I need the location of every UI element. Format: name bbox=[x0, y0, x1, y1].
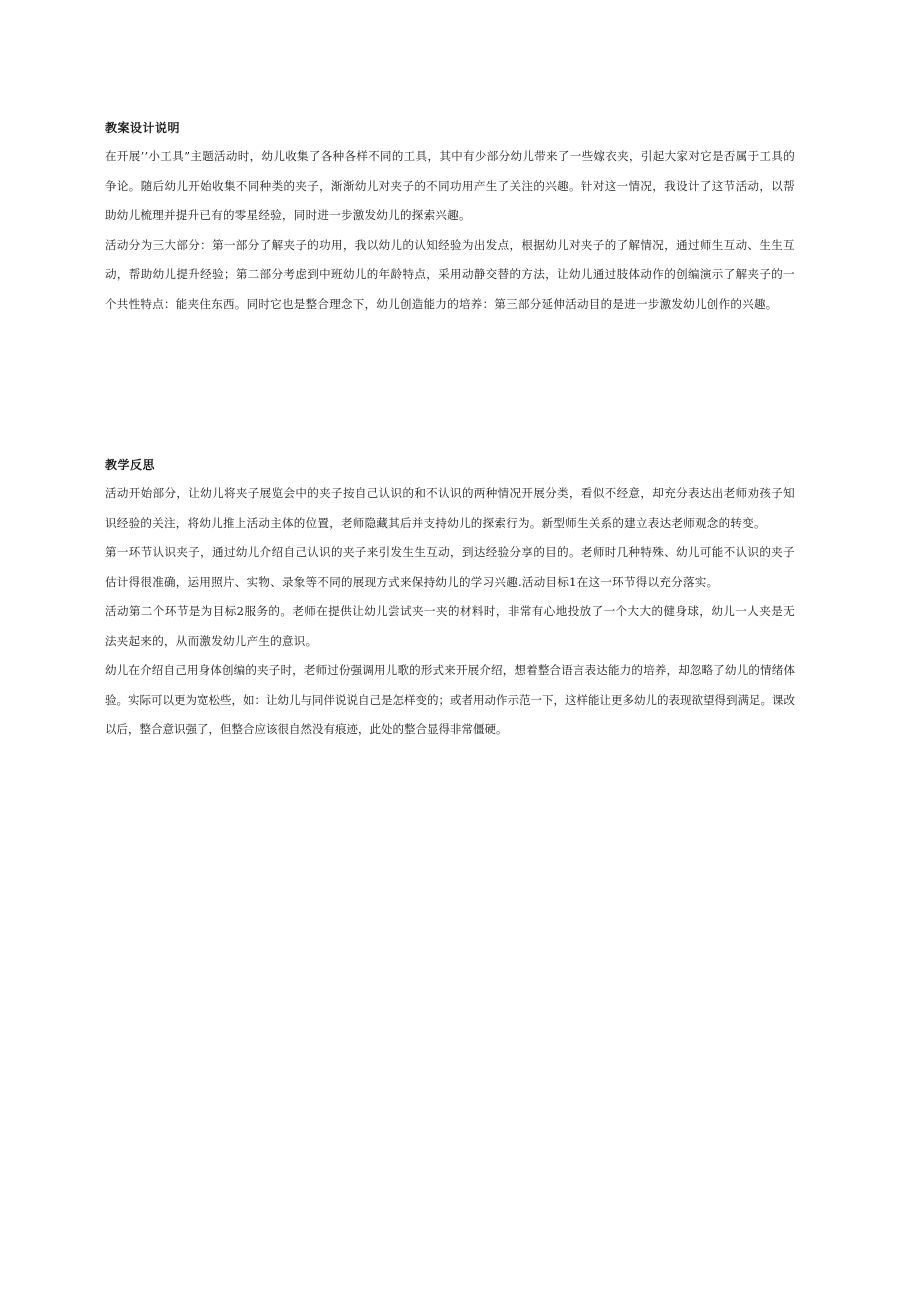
section-heading: 教案设计说明 bbox=[105, 121, 181, 135]
paragraph: 第一环节认识夹子，通过幼儿介绍自己认识的夹子来引发生生互动，到达经验分享的目的。老师时几种特殊、幼儿可能不认识的夹子估计得很准确，运用照片、实物、录象等不同的展现方式来保持幼儿的学习兴趣.活动目标1在这一环节得以充分落实。 bbox=[105, 545, 795, 589]
paragraph: 活动开始部分，让幼儿将夹子展览会中的夹子按自己认识的和不认识的两种情况开展分类，看似不经意，却充分表达出老师劝孩子知识经验的关注，将幼儿推上活动主体的位置，老师隐藏其后并支持幼儿的探索行为。新型师生关系的建立表达老师观念的转变。 bbox=[105, 486, 795, 530]
section-heading: 教学反思 bbox=[105, 458, 156, 472]
section-teaching-reflection bbox=[105, 455, 795, 745]
paragraph: 活动分为三大部分：第一部分了解夹子的功用，我以幼儿的认知经验为出发点，根据幼儿对夹子的了解情况，通过师生互动、生生互动，帮助幼儿提升经验；第二部分考虑到中班幼儿的年龄特点，采用动静交替的方法，让幼儿通过肢体动作的创编演示了解夹子的一个共性特点：能夹住东西。同时它也是整合理念下，幼儿创造能力的培养：第三部分延伸活动目的是进一步激发幼儿创作的兴趣。 bbox=[105, 237, 795, 311]
paragraph: 幼儿在介绍自己用身体创编的夹子时，老师过份强调用儿歌的形式来开展介绍，想着整合语言表达能力的培养，却忽略了幼儿的情绪体验。实际可以更为宽松些，如：让幼儿与同伴说说自己是怎样变的；或者用动作示范一下，这样能让更多幼儿的表现欲望得到满足。课改以后，整合意识强了，但整合应该很自然没有痕迹，此处的整合显得非常僵硬。 bbox=[105, 663, 795, 736]
section-lesson-design bbox=[105, 118, 795, 319]
paragraph: 在开展’’小工具”主题活动时，幼儿收集了各种各样不同的工具，其中有少部分幼儿带来了一些嫁衣夹，引起大家对它是否属于工具的争论。随后幼儿开始收集不同种类的夹子，渐渐幼儿对夹子的不同功用产生了关注的兴趣。针对这一情况，我设计了这节活动，以帮助幼儿梳理并提升已有的零星经验，同时进一步激发幼儿的探索兴趣。 bbox=[105, 149, 795, 222]
paragraph: 活动第二个环节是为目标2服务的。老师在提供让幼儿尝试夹一夹的材料时，非常有心地投放了一个大大的健身球，幼儿一人夹是无法夹起来的，从而激发幼儿产生的意识。 bbox=[105, 604, 795, 648]
